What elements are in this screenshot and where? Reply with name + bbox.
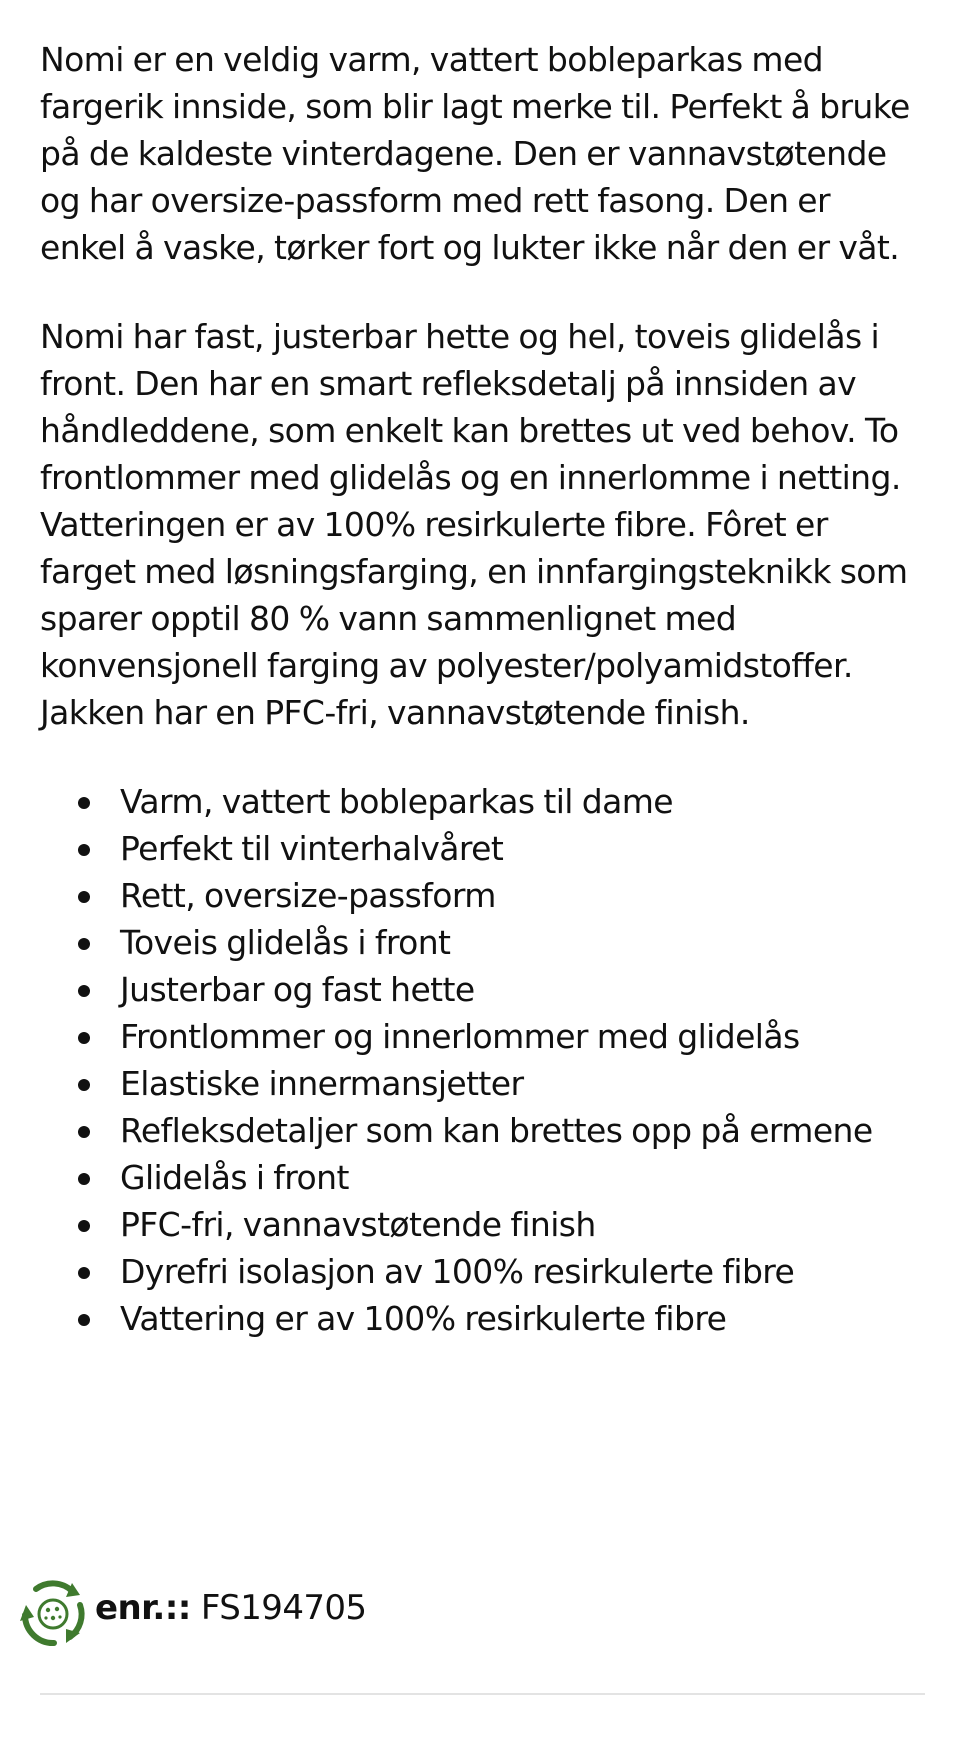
article-number <box>95 1587 366 1629</box>
description-paragraph-1: Nomi er en veldig varm, vattert bobleparkas med fargerik innside, som blir lagt merke til. Perfekt å bruke på de kaldeste vinterdagene. Den er vannavstøtende og har oversize-passform med rett fasong. Den er enkel å vaske, tørker fort og lukter ikke når den er våt. <box>40 40 910 267</box>
recycle-badge-icon[interactable] <box>14 1575 92 1653</box>
feature-item: Frontlommer og innerlommer med glidelås <box>120 1013 920 1060</box>
feature-item: Elastiske innermansjetter <box>120 1060 920 1107</box>
feature-item: Vattering er av 100% resirkulerte fibre <box>120 1295 920 1342</box>
product-description <box>40 36 920 1342</box>
feature-item: Justerbar og fast hette <box>120 966 920 1013</box>
description-paragraph-2: Nomi har fast, justerbar hette og hel, toveis glidelås i front. Den har en smart refleksdetalj på innsiden av håndleddene, som enkelt kan brettes ut ved behov. To frontlommer med glidelås og en innerlomme i netting. Vatteringen er av 100% resirkulerte fibre. Fôret er farget med løsningsfarging, en innfargingsteknikk som sparer opptil 80 % vann sammenlignet med konvensjonell farging av polyester/polyamidstoffer. Jakken har en PFC-fri, vannavstøtende finish. <box>40 317 908 732</box>
feature-item: Rett, oversize-passform <box>120 872 920 919</box>
feature-list <box>40 778 920 1342</box>
feature-item: Dyrefri isolasjon av 100% resirkulerte fibre <box>120 1248 920 1295</box>
feature-item: Glidelås i front <box>120 1154 920 1201</box>
feature-item: Toveis glidelås i front <box>120 919 920 966</box>
feature-item: Refleksdetaljer som kan brettes opp på ermene <box>120 1107 920 1154</box>
article-number-value: FS194705 <box>200 1588 367 1628</box>
section-divider <box>40 1693 925 1695</box>
feature-item: PFC-fri, vannavstøtende finish <box>120 1201 920 1248</box>
article-number-label: enr.:: <box>95 1588 191 1628</box>
feature-item: Perfekt til vinterhalvåret <box>120 825 920 872</box>
feature-item: Varm, vattert bobleparkas til dame <box>120 778 920 825</box>
article-number-row <box>0 1565 960 1655</box>
